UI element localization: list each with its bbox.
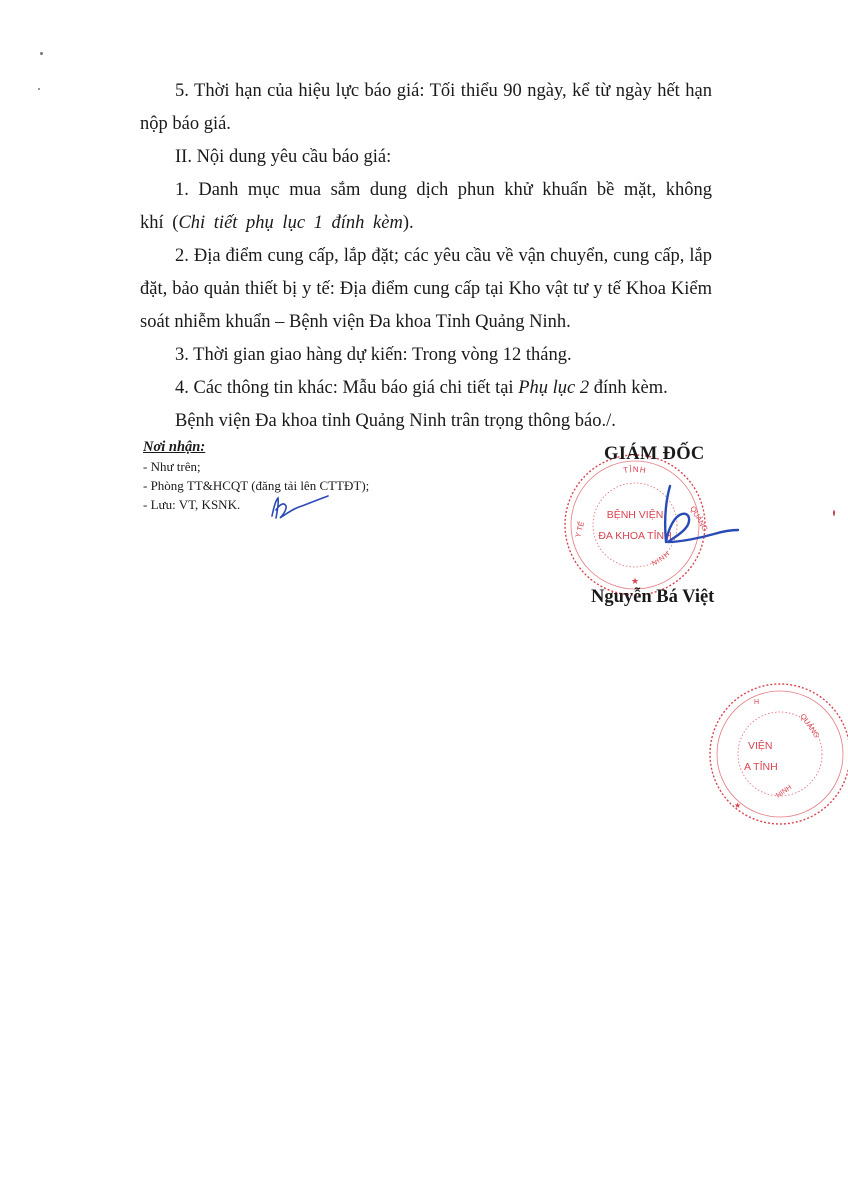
signature-title: GIÁM ĐỐC xyxy=(604,444,705,464)
item-2-paragraph: 2. Địa điểm cung cấp, lắp đặt; các yêu cầu về vận chuyển, cung cấp, lắp đặt, bảo quản thiết bị y tế: Địa điểm cung cấp tại Kho vật tư y tế Khoa Kiểm soát nhiễm khuẩn – Bệnh viện Đa khoa Tỉnh Quảng Ninh. xyxy=(140,246,712,332)
item-1-italic: Chi tiết phụ lục 1 đính kèm xyxy=(178,213,403,233)
director-signature xyxy=(640,480,740,560)
stamp-star-icon: ★ xyxy=(630,577,640,587)
svg-text:TỈNH xyxy=(623,465,648,475)
recipients-heading: Nơi nhận: xyxy=(143,439,206,455)
partial-stamp-ring-right: QUẢNG xyxy=(798,711,822,740)
item-3-paragraph: 3. Thời gian giao hàng dự kiến: Trong vòng 12 tháng. xyxy=(175,345,572,365)
body-text xyxy=(140,75,712,438)
stamp-ring-top-text: TỈNH xyxy=(622,464,648,476)
stamp-ring-bottom-text: NINH xyxy=(650,550,672,568)
item-4-text: 4. Các thông tin khác: Mẫu báo giá chi tiết tại xyxy=(175,378,519,398)
scan-speck xyxy=(833,510,835,516)
item-4-close: đính kèm. xyxy=(589,378,668,398)
scan-speck xyxy=(40,52,43,55)
item-4-italic: Phụ lục 2 xyxy=(518,378,590,398)
stamp-center-line2: ĐA KHOA TỈNH xyxy=(598,530,672,542)
validity-paragraph: 5. Thời hạn của hiệu lực báo giá: Tối thiểu 90 ngày, kể từ ngày hết hạn nộp báo giá. xyxy=(140,81,712,134)
partial-stamp-star-icon: ★ xyxy=(734,801,742,810)
recipient-item: - Lưu: VT, KSNK. xyxy=(143,497,241,512)
partial-stamp-ring-bottom: NINH xyxy=(775,784,794,800)
stamp-center-line1: BỆNH VIỆN xyxy=(606,509,664,521)
partial-stamp-ring-top: H xyxy=(754,699,760,706)
item-1-close: ). xyxy=(402,213,414,233)
handwritten-initials xyxy=(268,494,330,524)
recipient-item: - Như trên; xyxy=(143,459,201,474)
recipient-item: - Phòng TT&HCQT (đăng tải lên CTTĐT); xyxy=(143,478,370,493)
item-1-paragraph xyxy=(140,174,712,240)
partial-stamp-edge xyxy=(700,680,848,828)
item-1-text: 1. Danh mục mua sắm dung dịch phun khử khuẩn bề mặt, không khí ( xyxy=(140,180,712,233)
item-4-paragraph xyxy=(140,372,712,405)
closing-paragraph: Bệnh viện Đa khoa tỉnh Quảng Ninh trân trọng thông báo./. xyxy=(175,411,616,431)
partial-stamp-line1: VIỆN xyxy=(748,740,773,752)
stamp-ring-left-text: Y TẾ xyxy=(573,520,587,539)
signer-name: Nguyễn Bá Việt xyxy=(591,587,715,607)
section-ii-heading: II. Nội dung yêu cầu báo giá: xyxy=(175,147,392,167)
scan-speck xyxy=(38,88,40,90)
partial-stamp-line2: A TỈNH xyxy=(744,761,778,773)
stamp-ring-right-text: QUẢNG xyxy=(688,504,710,533)
